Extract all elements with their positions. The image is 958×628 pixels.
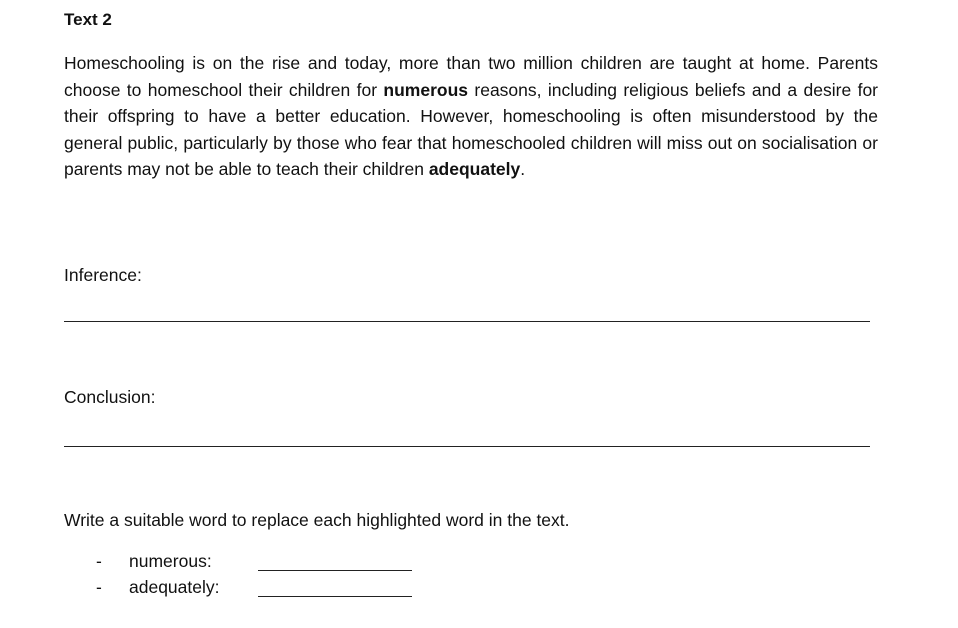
conclusion-answer-line[interactable]	[64, 446, 870, 447]
adequately-answer-line[interactable]	[258, 596, 412, 597]
passage-text: Homeschooling is on the rise and today, more than two million children are taught at home. Parents choose to homeschool their children for	[64, 53, 878, 100]
list-item	[96, 577, 220, 598]
dash: -	[96, 577, 102, 597]
dash: -	[96, 551, 102, 571]
list-item	[96, 551, 212, 572]
section-title: Text 2	[64, 10, 112, 29]
instruction: Write a suitable word to replace each highlighted word in the text.	[64, 510, 570, 530]
item-label: numerous:	[129, 551, 212, 571]
item-label: adequately:	[129, 577, 220, 597]
highlighted-word-adequately: adequately	[428, 159, 521, 179]
inference-answer-line[interactable]	[64, 321, 870, 322]
conclusion-label: Conclusion:	[64, 387, 156, 407]
inference-label: Inference:	[64, 265, 142, 285]
passage-text: .	[520, 159, 526, 179]
numerous-answer-line[interactable]	[258, 570, 412, 571]
highlighted-word-numerous: numerous	[383, 79, 469, 100]
passage	[64, 50, 878, 183]
passage-text: reasons, including religious beliefs and a desire for their offspring to have a better education. However, homeschooling is often misunderstood by the general public, particularly by those who fear that homeschooled children will miss out on socialisation or parents may not be able to teach their children	[64, 79, 879, 179]
